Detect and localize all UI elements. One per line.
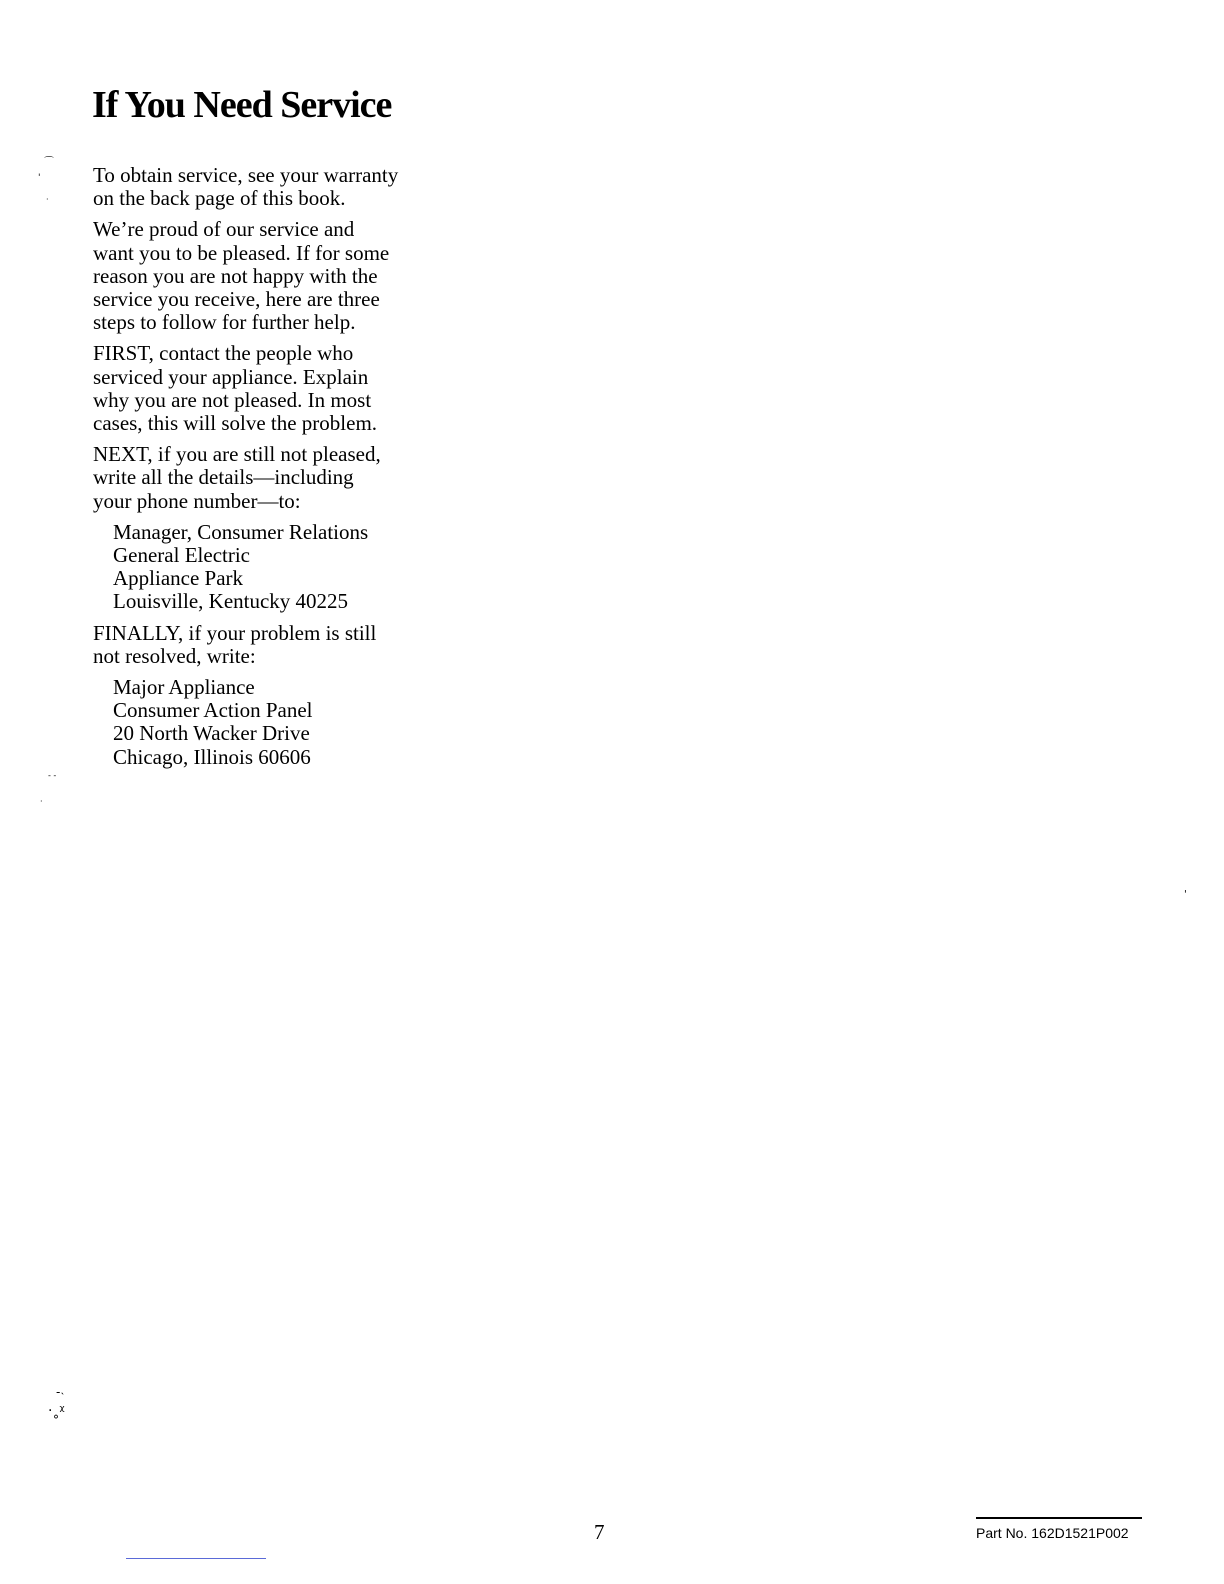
- bottom-rule: [126, 1558, 266, 1559]
- paragraph-proud-of-service: [93, 218, 423, 334]
- page-title: If You Need Service: [92, 84, 392, 126]
- part-number: Part No. 162D1521P002: [976, 1525, 1129, 1541]
- text-line: We’re proud of our service and: [93, 217, 355, 242]
- paragraph-first-step: [93, 342, 423, 435]
- scan-artifact: ': [38, 173, 41, 183]
- scan-artifact: ⌒: [44, 157, 54, 168]
- scan-artifact: ': [1184, 889, 1187, 900]
- scan-artifact: - -: [48, 771, 57, 780]
- text-line: on the back page of this book.: [93, 186, 346, 211]
- text-line: FINALLY, if your problem is still: [93, 620, 377, 645]
- text-line: FIRST, contact the people who: [93, 341, 354, 366]
- part-number-rule: [976, 1517, 1142, 1519]
- address-consumer-action-panel: [113, 676, 423, 769]
- address-consumer-relations: [113, 521, 423, 614]
- text-line: steps to follow for further help.: [93, 310, 356, 335]
- text-line: To obtain service, see your warranty: [93, 163, 399, 187]
- text-line: your phone number—to:: [93, 488, 301, 513]
- scan-artifact: ·: [46, 195, 49, 204]
- text-line: write all the details—including: [93, 465, 354, 490]
- text-line: serviced your appliance. Explain: [93, 364, 369, 389]
- address-line: General Electric: [113, 543, 250, 568]
- page-number: 7: [594, 1520, 605, 1544]
- paragraph-next-step: [93, 443, 423, 513]
- paragraph-finally-step: [93, 622, 423, 668]
- text-line: NEXT, if you are still not pleased,: [93, 442, 381, 467]
- address-line: 20 North Wacker Drive: [113, 721, 310, 746]
- scan-artifact: ·˳ᵡ: [48, 1403, 65, 1419]
- scan-artifact: -˴: [56, 1385, 65, 1399]
- text-line: cases, this will solve the problem.: [93, 411, 378, 436]
- address-line: Major Appliance: [113, 675, 255, 700]
- text-line: service you receive, here are three: [93, 287, 380, 312]
- paragraph-obtain-service: [93, 164, 423, 210]
- address-line: Appliance Park: [113, 566, 244, 591]
- text-line: reason you are not happy with the: [93, 263, 378, 288]
- address-line: Manager, Consumer Relations: [113, 519, 369, 544]
- address-line: Louisville, Kentucky 40225: [113, 589, 349, 614]
- text-line: not resolved, write:: [93, 643, 256, 668]
- scan-artifact: ·: [40, 797, 43, 806]
- address-line: Consumer Action Panel: [113, 698, 313, 723]
- text-line: why you are not pleased. In most: [93, 387, 372, 412]
- text-line: want you to be pleased. If for some: [93, 240, 390, 265]
- address-line: Chicago, Illinois 60606: [113, 744, 311, 769]
- body-text: [93, 164, 423, 777]
